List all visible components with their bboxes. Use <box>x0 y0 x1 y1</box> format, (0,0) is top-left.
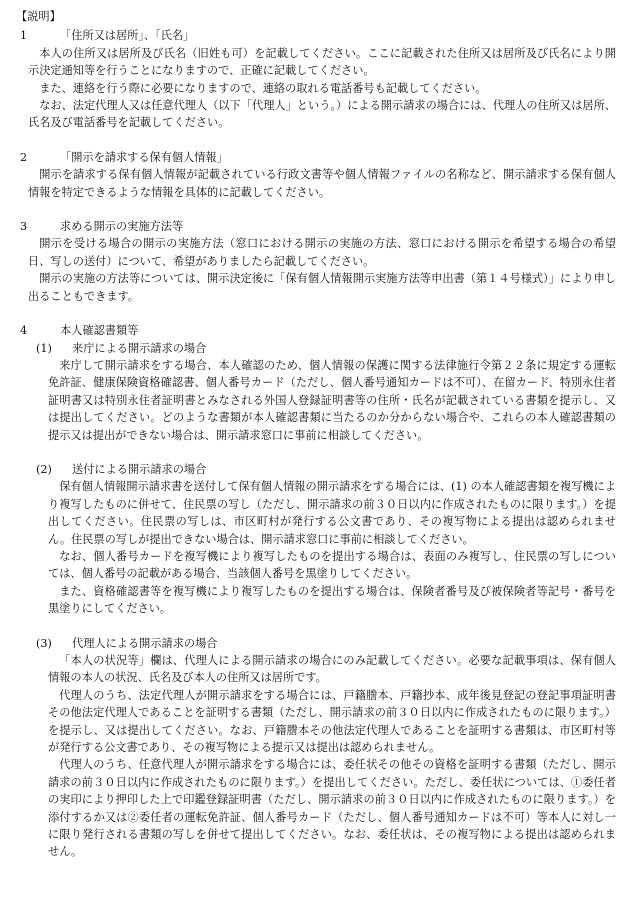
paragraph: 「本人の状況等」欄は、代理人による開示請求の場合にのみ記載してください。必要な記載事項は、保有個人情報の本人の状況、氏名及び本人の住所又は居所です。 <box>48 654 616 685</box>
subsection-number: (1) <box>36 341 52 355</box>
heading: 【説明】 <box>16 10 61 23</box>
paragraph: 開示の実施の方法等については、開示決定後に「保有個人情報開示実施方法等申出書（第１４号様式）」により申し出ることもできます。 <box>28 272 616 303</box>
subsection-3-body <box>48 652 616 861</box>
section-number: 1 <box>20 29 28 43</box>
section-number: 4 <box>20 324 28 338</box>
subsection-2-header <box>36 461 616 478</box>
section-3-body <box>28 235 616 305</box>
paragraph: なお、個人番号カードを複写機により複写したものを提出する場合は、表面のみ複写し、住民票の写しについては、個人番号の記載がある場合、当該個人番号を黒塗りしてください。 <box>48 549 616 581</box>
section-1-body <box>28 45 616 132</box>
section-1-header <box>14 27 616 44</box>
section-4-header <box>14 322 616 339</box>
section-2-body <box>28 166 616 201</box>
paragraph: なお、法定代理人又は任意代理人（以下「代理人」という。）による開示請求の場合には、代理人の住所又は居所、氏名及び電話番号を記載してください。 <box>28 99 616 130</box>
section-title: 本人確認書類等 <box>60 324 139 338</box>
paragraph: 代理人のうち、任意代理人が開示請求をする場合には、委任状その他その資格を証明する書類（ただし、開示請求の前３０日以内に作成されたものに限ります。）を提出してください。ただし、委任状については、①委任者の実印により押印した上で印鑑登録証明書（ただし、開示請求の前３０日以内に作成されたものに限ります。）を添付するか又は②委任者の運転免許証、個人番号カード（ただし、個人番号通知カードは不可）等本人に対し一に限り発行される書類の写しを併せて提出してください。なお、委任状は、その複写物による提出は認められません。 <box>48 758 616 859</box>
subsection-1-body <box>48 357 616 444</box>
subsection-title: 来庁による開示請求の場合 <box>72 341 207 355</box>
section-title: 「開示を請求する保有個人情報」 <box>60 150 228 164</box>
subsection-number: (3) <box>36 636 52 650</box>
subsection-1-header <box>36 340 616 357</box>
paragraph: 来庁して開示請求をする場合、本人確認のため、個人情報の保護に関する法律施行令第２２条に規定する運転免許証、健康保険資格確認書、個人番号カード（ただし、個人番号通知カードは不可）、在留カード、特別永住者証明書又は特別永住者証明書とみなされる外国人登録証明書等の住所・氏名が記載されている書類を提示し、又は提出してください。どのような書類が本人確認書類に当たるのか分からない場合や、これらの本人確認書類の提示又は提出ができない場合は、開示請求窓口に事前に相談してください。 <box>48 358 616 442</box>
subsection-title: 代理人による開示請求の場合 <box>72 636 218 650</box>
paragraph: 本人の住所又は居所及び氏名（旧姓も可）を記載してください。ここに記載された住所又は居所及び氏名により開示決定通知等を行うことになりますので、正確に記載してください。 <box>28 46 616 78</box>
section-number: 3 <box>20 220 28 234</box>
section-3-header <box>14 218 616 235</box>
section-title: 求める開示の実施方法等 <box>60 220 184 234</box>
paragraph: 保有個人情報開示請求書を送付して保有個人情報の開示請求をする場合には、(1) の本人確認書類を複写機により複写したものに併せて、住民票の写し（ただし、開示請求の前３０日以内に作成されたものに限ります。）を提出してください。住民票の写しは、市区町村が発行する公文書であり、その複写物による提出は認められません。住民票の写しが提出できない場合は、開示請求窓口に事前に相談してください。 <box>48 480 616 546</box>
subsection-2-body <box>48 478 616 617</box>
subsection-number: (2) <box>36 462 52 476</box>
paragraph: また、連絡を行う際に必要になりますので、連絡の取れる電話番号も記載してください。 <box>39 81 487 95</box>
section-title: 「住所又は居所」、「氏名」 <box>60 29 195 43</box>
section-2-header <box>14 149 616 166</box>
paragraph: 代理人のうち、法定代理人が開示請求をする場合には、戸籍謄本、戸籍抄本、成年後見登記の登記事項証明書その他法定代理人であることを証明する書類（ただし、開示請求の前３０日以内に作成されたものに限ります。）を提示し、又は提出してください。なお、戸籍謄本その他法定代理人であることを証明する書類は、市区町村等が発行する公文書であり、その複写物による提示又は提出は認められません。 <box>48 688 616 755</box>
paragraph: また、資格確認書等を複写機により複写したものを提出する場合は、保険者番号及び被保険者等記号・番号を黒塗りにしてください。 <box>48 584 616 616</box>
subsection-title: 送付による開示請求の場合 <box>72 462 207 476</box>
subsection-3-header <box>36 635 616 652</box>
paragraph: 開示を請求する保有個人情報が記載されている行政文書等や個人情報ファイルの名称など、開示請求する保有個人情報を特定できるような情報を具体的に記載してください。 <box>28 168 616 199</box>
paragraph: 開示を受ける場合の開示の実施方法（窓口における開示の実施の方法、窓口における開示を希望する場合の希望日、写しの送付）について、希望がありましたら記載してください。 <box>28 237 616 268</box>
section-number: 2 <box>20 150 28 164</box>
